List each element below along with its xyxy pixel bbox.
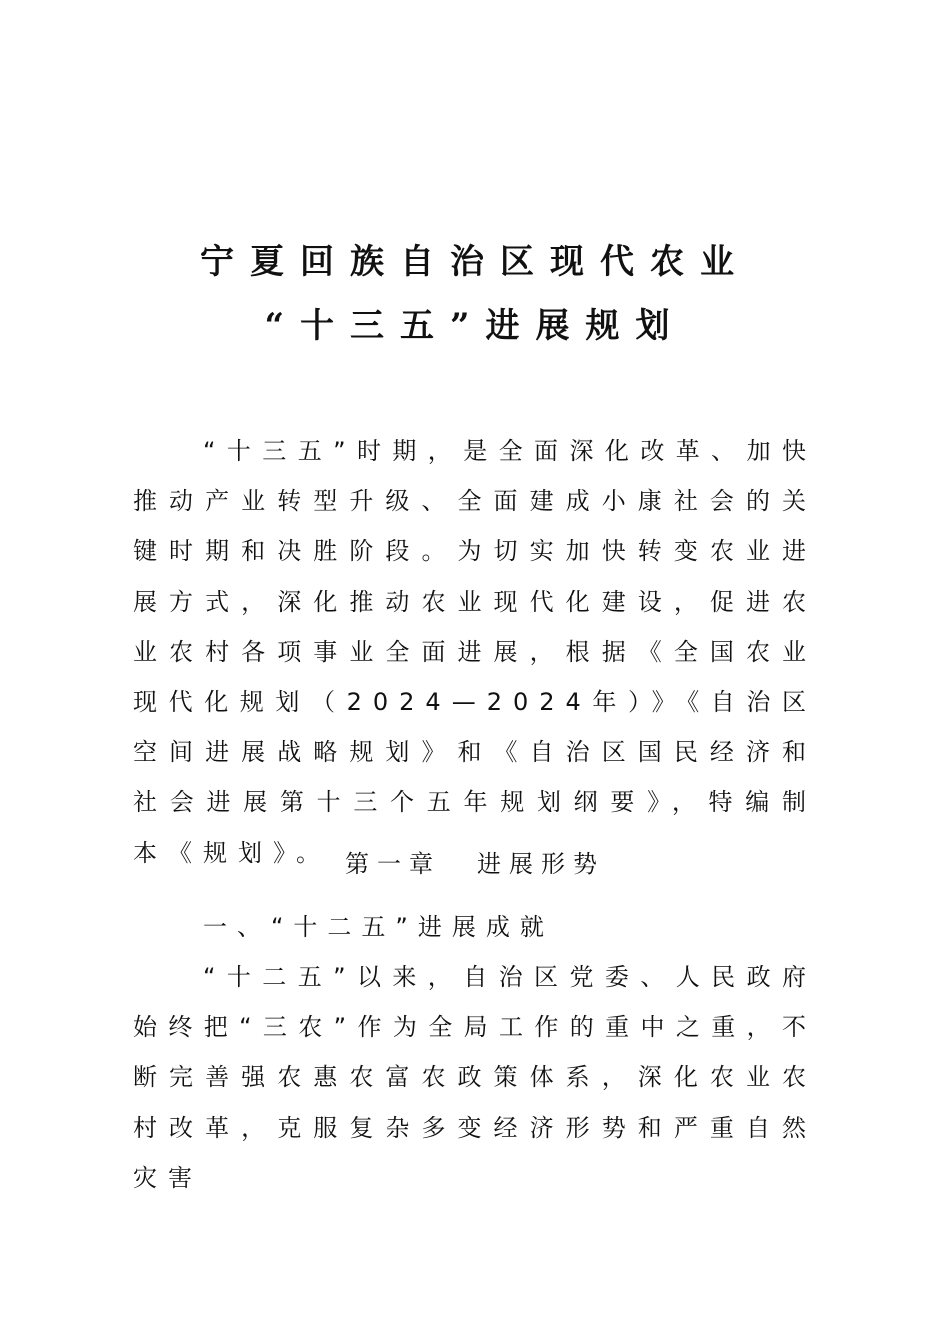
document-title-line-1: 宁夏回族自治区现代农业: [200, 242, 750, 282]
achievements-paragraph: “十二五”以来，自治区党委、人民政府始终把“三农”作为全局工作的重中之重，不断完善强农惠农富农政策体系，深化农业农村改革，克服复杂多变经济形势和严重自然灾害: [133, 963, 817, 1192]
section-heading: 一、“十二五”进展成就: [203, 913, 554, 941]
chapter-number: 第一章: [345, 850, 441, 878]
intro-paragraph: “十三五”时期，是全面深化改革、加快推动产业转型升级、全面建成小康社会的关键时期和决胜阶段。为切实加快转变农业进展方式，深化推动农业现代化建设，促进农业农村各项事业全面进展，根据《全国农业现代化规划（2024—2024年）》《自治区空间进展战略规划》和《自治区国民经济和社会进展第十三个五年规划纲要》，特编制本《规划》。: [133, 437, 817, 867]
document-title-line-2: “十三五”进展规划: [264, 306, 686, 346]
chapter-title: 进展形势: [477, 850, 605, 878]
chapter-heading: [0, 842, 950, 886]
